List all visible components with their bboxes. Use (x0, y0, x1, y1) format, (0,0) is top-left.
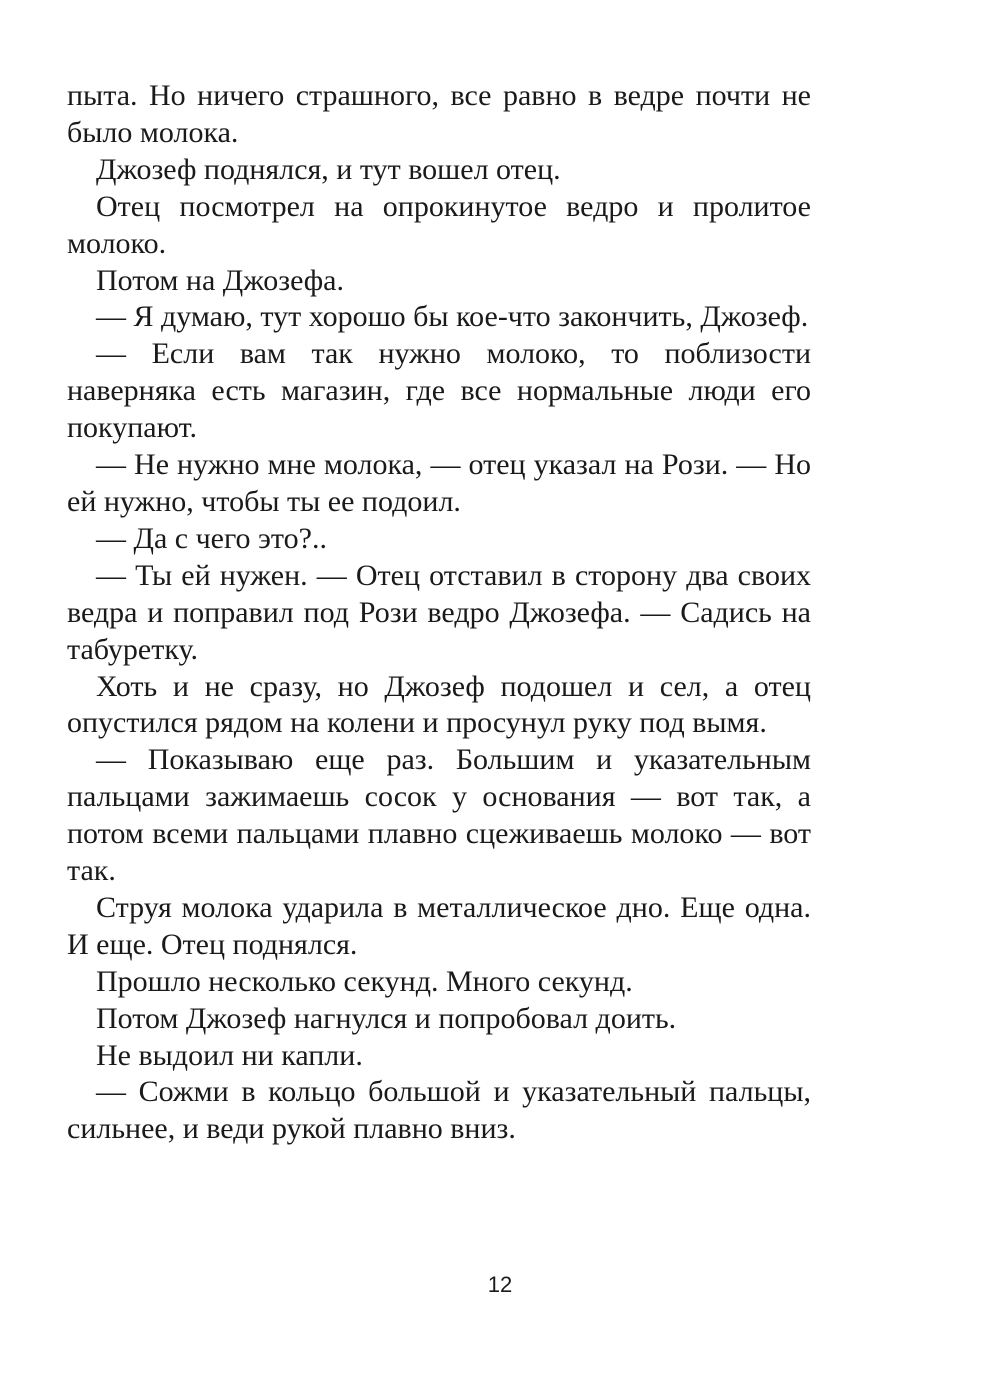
paragraph-10: Хоть и не сразу, но Джозеф подошел и сел, а отец опустился рядом на колени и просунул руку под вымя. (67, 669, 811, 740)
paragraph-3: Отец посмотрел на опрокинутое ведро и пролитое молоко. (67, 189, 811, 260)
paragraph-4: Потом на Джозефа. (96, 263, 344, 297)
paragraph-16: — Сожми в кольцо большой и указательный пальцы, сильнее, и веди рукой плавно вниз. (67, 1075, 811, 1146)
paragraph-5: — Я думаю, тут хорошо бы кое-что закончить, Джозеф. (96, 300, 809, 334)
paragraph-8: — Да с чего это?.. (96, 521, 327, 555)
paragraph-11: — Показываю еще раз. Большим и указательным пальцами зажимаешь сосок у основания — вот так, а потом всеми пальцами плавно сцеживаешь молоко — вот так. (67, 743, 811, 888)
paragraph-14: Потом Джозеф нагнулся и попробовал доить. (96, 1001, 677, 1035)
paragraph-12: Струя молока ударила в металлическое дно. Еще одна. И еще. Отец поднялся. (67, 890, 811, 961)
paragraph-1: пыта. Но ничего страшного, все равно в ведре почти не было молока. (67, 79, 811, 149)
paragraph-7: — Не нужно мне молока, — отец указал на Рози. — Но ей нужно, чтобы ты ее подоил. (67, 448, 811, 518)
paragraph-13: Прошло несколько секунд. Много секунд. (96, 964, 633, 998)
page-number: 12 (487, 1272, 513, 1297)
paragraph-15: Не выдоил ни капли. (96, 1038, 363, 1072)
paragraph-9: — Ты ей нужен. — Отец отставил в сторону два своих ведра и поправил под Рози ведро Джозефа. — Садись на табуретку. (67, 558, 811, 666)
body-text (67, 78, 811, 1148)
paragraph-2: Джозеф поднялся, и тут вошел отец. (96, 152, 561, 186)
paragraph-6: — Если вам так нужно молоко, то поблизости наверняка есть магазин, где все нормальные люди его покупают. (67, 337, 811, 445)
